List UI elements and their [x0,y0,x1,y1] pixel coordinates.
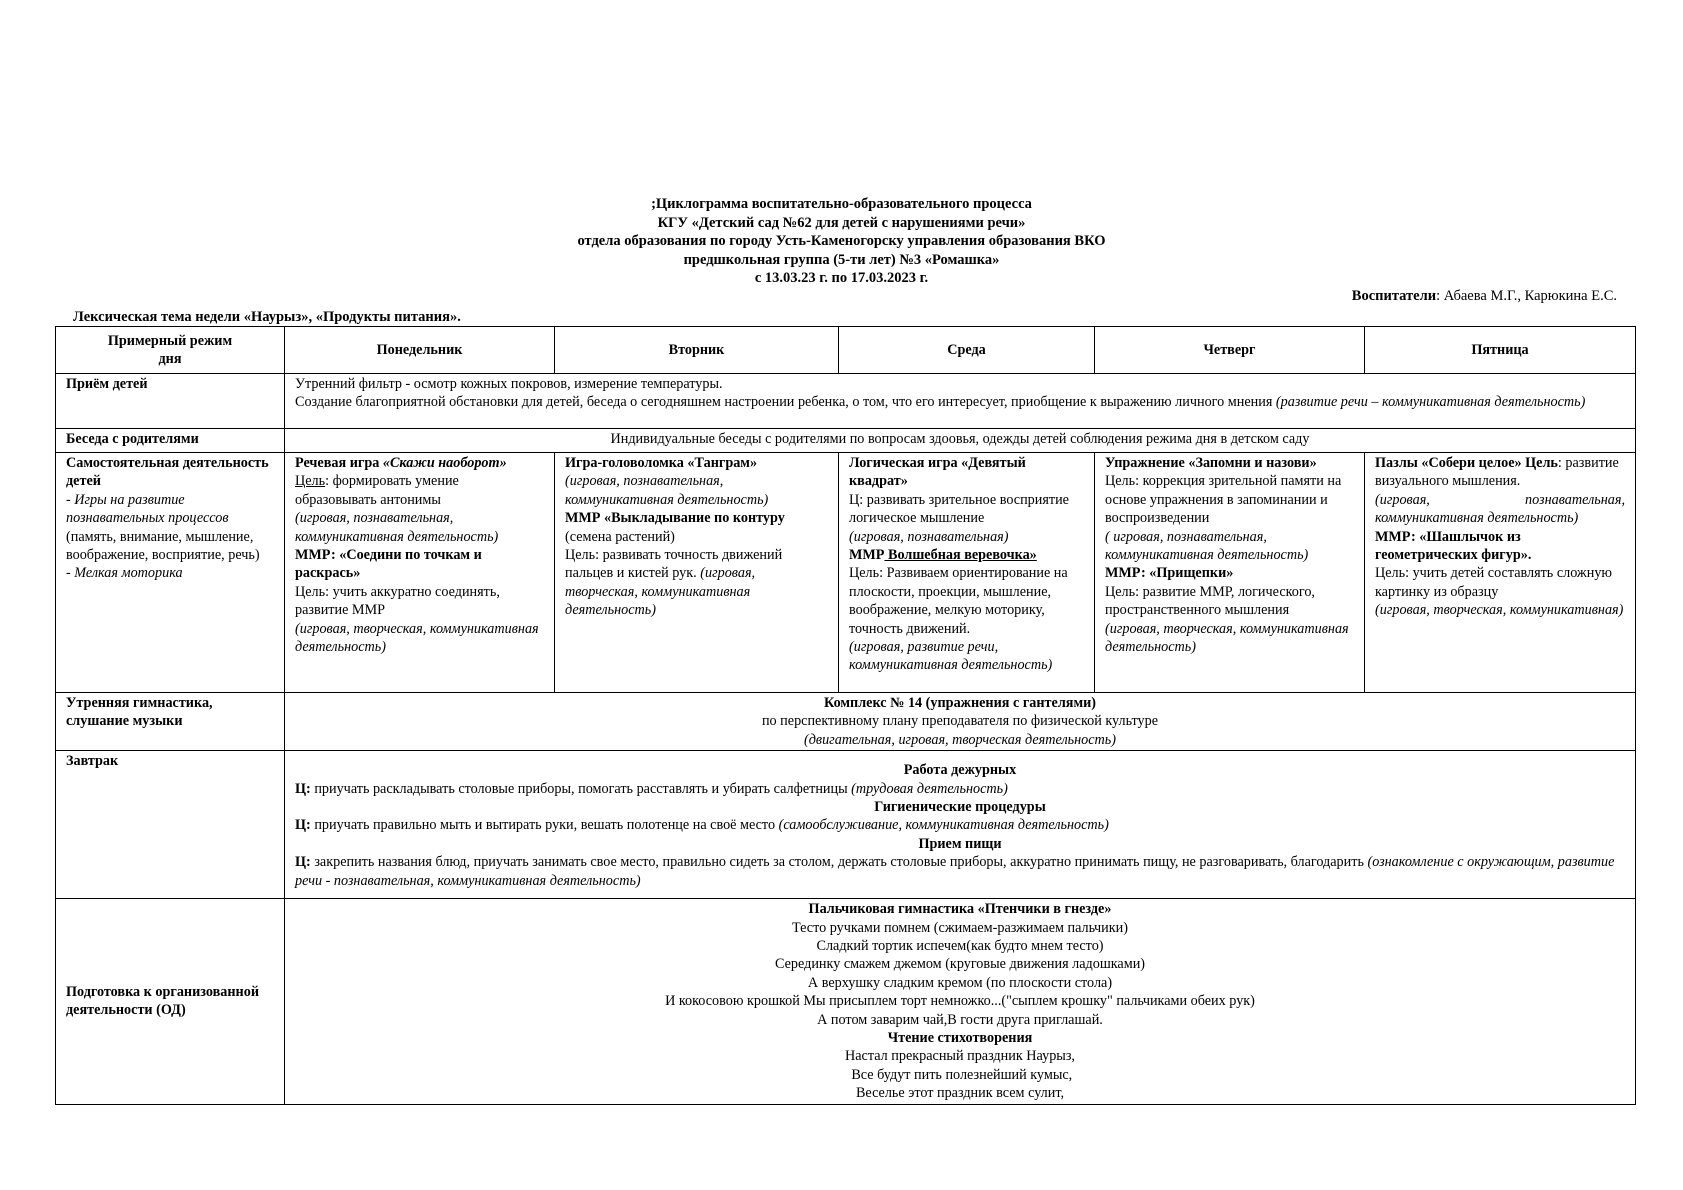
table-row-independent [56,453,1636,693]
header-line-3: отдела образования по городу Усть-Каменогорску управления образования ВКО [577,233,1106,249]
independent-monday [285,453,555,693]
finger-gym-line-5: И кокосовою крошкой Мы присыплем торт немножко...("сыплем крошку" пальчиками обеих рук) [665,993,1255,1010]
teachers-label: Воспитатели [1351,288,1437,304]
hygiene-title: Гигиенические процедуры [874,799,1046,816]
poem-line-1: Настал прекрасный праздник Наурыз, [845,1048,1075,1065]
mon-goal-label: Цель [295,473,326,490]
hygiene-text: приучать правильно мыть и вытирать руки, вешать полотенце на своё место [310,817,779,834]
hygiene-activity: (самообслуживание, коммуникативная деятельность) [778,817,1109,834]
independent-tuesday [555,453,839,693]
mon-title-game: «Скажи наоборот» [382,455,507,471]
wed-activity-1: (игровая, познавательная) [849,528,1009,545]
tue-goal: Цель: развивать точность движений пальцев и кистей рук. [565,547,783,582]
column-header-wednesday: Среда [839,327,1095,374]
reading-title: Чтение стихотворения [887,1030,1033,1047]
wed-mmr-title: Волшебная веревочка» [884,547,1037,564]
reception-line-2: Создание благоприятной обстановки для детей, беседа о сегодняшнем настроении ребенка, о том, что его интересует, приобщение к выражению личного мнения [295,394,1276,411]
fri-activity-1: (игровая, познавательная, коммуникативная деятельность) [1375,491,1625,527]
document-header [0,195,1683,288]
finger-gym-line-4: А верхушку сладким кремом (по плоскости стола) [807,974,1113,991]
finger-gym-line-1: Тесто ручками помнем (сжимаем-разжимаем пальчики) [792,919,1128,936]
table-header-row [56,327,1636,374]
table-row-prep [56,899,1636,1104]
independent-wednesday [839,453,1095,693]
column-header-friday: Пятница [1365,327,1636,374]
tue-seeds: (семена растений) [565,528,675,545]
wed-mmr-prefix: ММР [849,547,885,564]
fri-mmr: ММР: «Шашлычок из геометрических фигур». [1375,528,1532,564]
mon-activity-2: (игровая, творческая, коммуникативная деятельность) [295,620,539,656]
table-row-parents [56,429,1636,453]
mon-goal: : формировать умение образовывать антонимы [295,473,459,508]
table-row-gym [56,693,1636,751]
poem-line-2: Все будут пить полезнейший кумыс, [847,1066,1073,1083]
table-row-reception [56,374,1636,429]
independent-label: Самостоятельная деятельность детей [66,455,269,490]
thu-goal-2: Цель: развитие ММР, логического, пространственного мышления [1105,583,1315,619]
header-line-4: предшкольная группа (5-ти лет) №3 «Ромашка» [683,251,1000,268]
thu-mmr: ММР: «Прищепки» [1105,565,1234,582]
independent-sub-3: - Мелкая моторика [66,565,183,582]
thu-activity-1: ( игровая, познавательная, коммуникативная деятельность) [1105,528,1309,564]
independent-sub-1: - Игры на развитие познавательных процессов [66,491,229,527]
fri-title: Пазлы «Собери целое» Цель [1375,455,1558,471]
mon-mmr: ММР: «Соедини по точкам и раскрась» [295,547,482,582]
row-label-reception: Приём детей [56,374,285,429]
reception-line-2-activity: (развитие речи – коммуникативная деятельность) [1275,394,1586,411]
wed-goal-2: Цель: Развиваем ориентирование на плоскости, проекции, мышление, воображение, мелкую моторику, точность движений. [849,565,1068,637]
thu-title: Упражнение «Запомни и назови» [1105,455,1317,471]
tue-activity-2: (игровая, творческая, коммуникативная деятельность) [565,565,756,619]
hygiene-c-label: Ц: [295,817,311,834]
teachers-line [1352,287,1617,305]
finger-gym-title: Пальчиковая гимнастика «Птенчики в гнезде» [808,901,1112,918]
independent-friday [1365,453,1636,693]
row-label-gym: Утренняя гимнастика, слушание музыки [56,693,285,751]
meal-activity: (ознакомление с окружающим, развитие речи - познавательная, коммуникативная деятельность) [295,854,1615,889]
prep-cell [285,899,1636,1104]
meal-c-label: Ц: [295,854,311,871]
header-line-5: с 13.03.23 г. по 17.03.2023 г. [754,270,929,286]
independent-sub-2: (память, внимание, мышление, воображение, восприятие, речь) [66,528,260,564]
parents-cell: Индивидуальные беседы с родителями по вопросам здоовья, одежды детей соблюдения режима дня в детском саду [285,429,1636,453]
row-label-independent [56,453,285,693]
mon-goal-2: Цель: учить аккуратно соединять, развитие ММР [295,583,500,619]
header-line-2: КГУ «Детский сад №62 для детей с нарушениями речи» [657,214,1026,231]
wed-goal: Ц: развивать зрительное восприятие логическое мышление [849,491,1069,527]
duty-activity: (трудовая деятельность) [851,780,1008,797]
reception-cell [285,374,1636,429]
table-row-breakfast [56,751,1636,899]
tue-activity-1: (игровая, познавательная, коммуникативная деятельность) [565,473,769,508]
row-label-breakfast: Завтрак [56,751,285,899]
gym-cell [285,693,1636,751]
finger-gym-line-2: Сладкий тортик испечем(как будто мнем тесто) [816,938,1104,955]
header-line-1: ;Циклограмма воспитательно-образовательного процесса [651,196,1032,212]
gym-title: Комплекс № 14 (упражнения с гантелями) [823,695,1097,711]
column-header-tuesday: Вторник [555,327,839,374]
fri-goal: : развитие визуального мышления. [1375,455,1619,490]
mon-activity-1: (игровая, познавательная, коммуникативная деятельность) [295,510,499,545]
row-label-parents: Беседа с родителями [56,429,285,453]
gym-line-2: по перспективному плану преподавателя по физической культуре [761,713,1159,730]
duty-c-label: Ц: [295,780,311,797]
reception-line-1: Утренний фильтр - осмотр кожных покровов, измерение температуры. [295,376,723,392]
finger-gym-line-6: А потом заварим чай,В гости друга приглашай. [817,1011,1103,1028]
row-label-prep: Подготовка к организованной деятельности (ОД) [56,899,285,1104]
tue-title: Игра-головоломка «Танграм» [565,455,758,471]
tue-mmr: ММР «Выкладывание по контуру [565,510,785,527]
teachers-names: : Абаева М.Г., Карюкина Е.С. [1436,288,1617,304]
meal-title: Прием пищи [918,835,1002,852]
thu-activity-2: (игровая, творческая, коммуникативная деятельность) [1105,620,1349,656]
thu-goal: Цель: коррекция зрительной памяти на основе упражнения в запоминании и воспроизведении [1105,473,1342,527]
duty-title: Работа дежурных [903,762,1017,779]
poem-line-3: Веселье этот праздник всем сулит, [855,1085,1065,1102]
wed-activity-2: (игровая, развитие речи, коммуникативная деятельность) [849,639,1053,674]
lexical-theme: Лексическая тема недели «Наурыз», «Продукты питания». [73,309,461,325]
finger-gym-line-3: Серединку смажем джемом (круговые движения ладошками) [774,956,1146,973]
independent-thursday [1095,453,1365,693]
column-header-regime: Примерный режим дня [56,327,285,374]
breakfast-cell [285,751,1636,899]
column-header-monday: Понедельник [285,327,555,374]
wed-title: Логическая игра «Девятый квадрат» [849,455,1026,490]
meal-text: закрепить названия блюд, приучать занимать свое место, правильно сидеть за столом, держать столовые приборы, аккуратно принимать пищу, не разговаривать, благодарить [310,854,1368,871]
schedule-table [55,326,1636,1105]
duty-text: приучать раскладывать столовые приборы, помогать расставлять и убирать салфетницы [310,780,852,797]
fri-activity-2: (игровая, творческая, коммуникативная) [1375,602,1624,619]
mon-title: Речевая игра [295,455,383,471]
column-header-thursday: Четверг [1095,327,1365,374]
gym-line-3: (двигательная, игровая, творческая деятельность) [804,731,1116,748]
fri-goal-2: Цель: учить детей составлять сложную картинку из образцу [1375,565,1613,600]
